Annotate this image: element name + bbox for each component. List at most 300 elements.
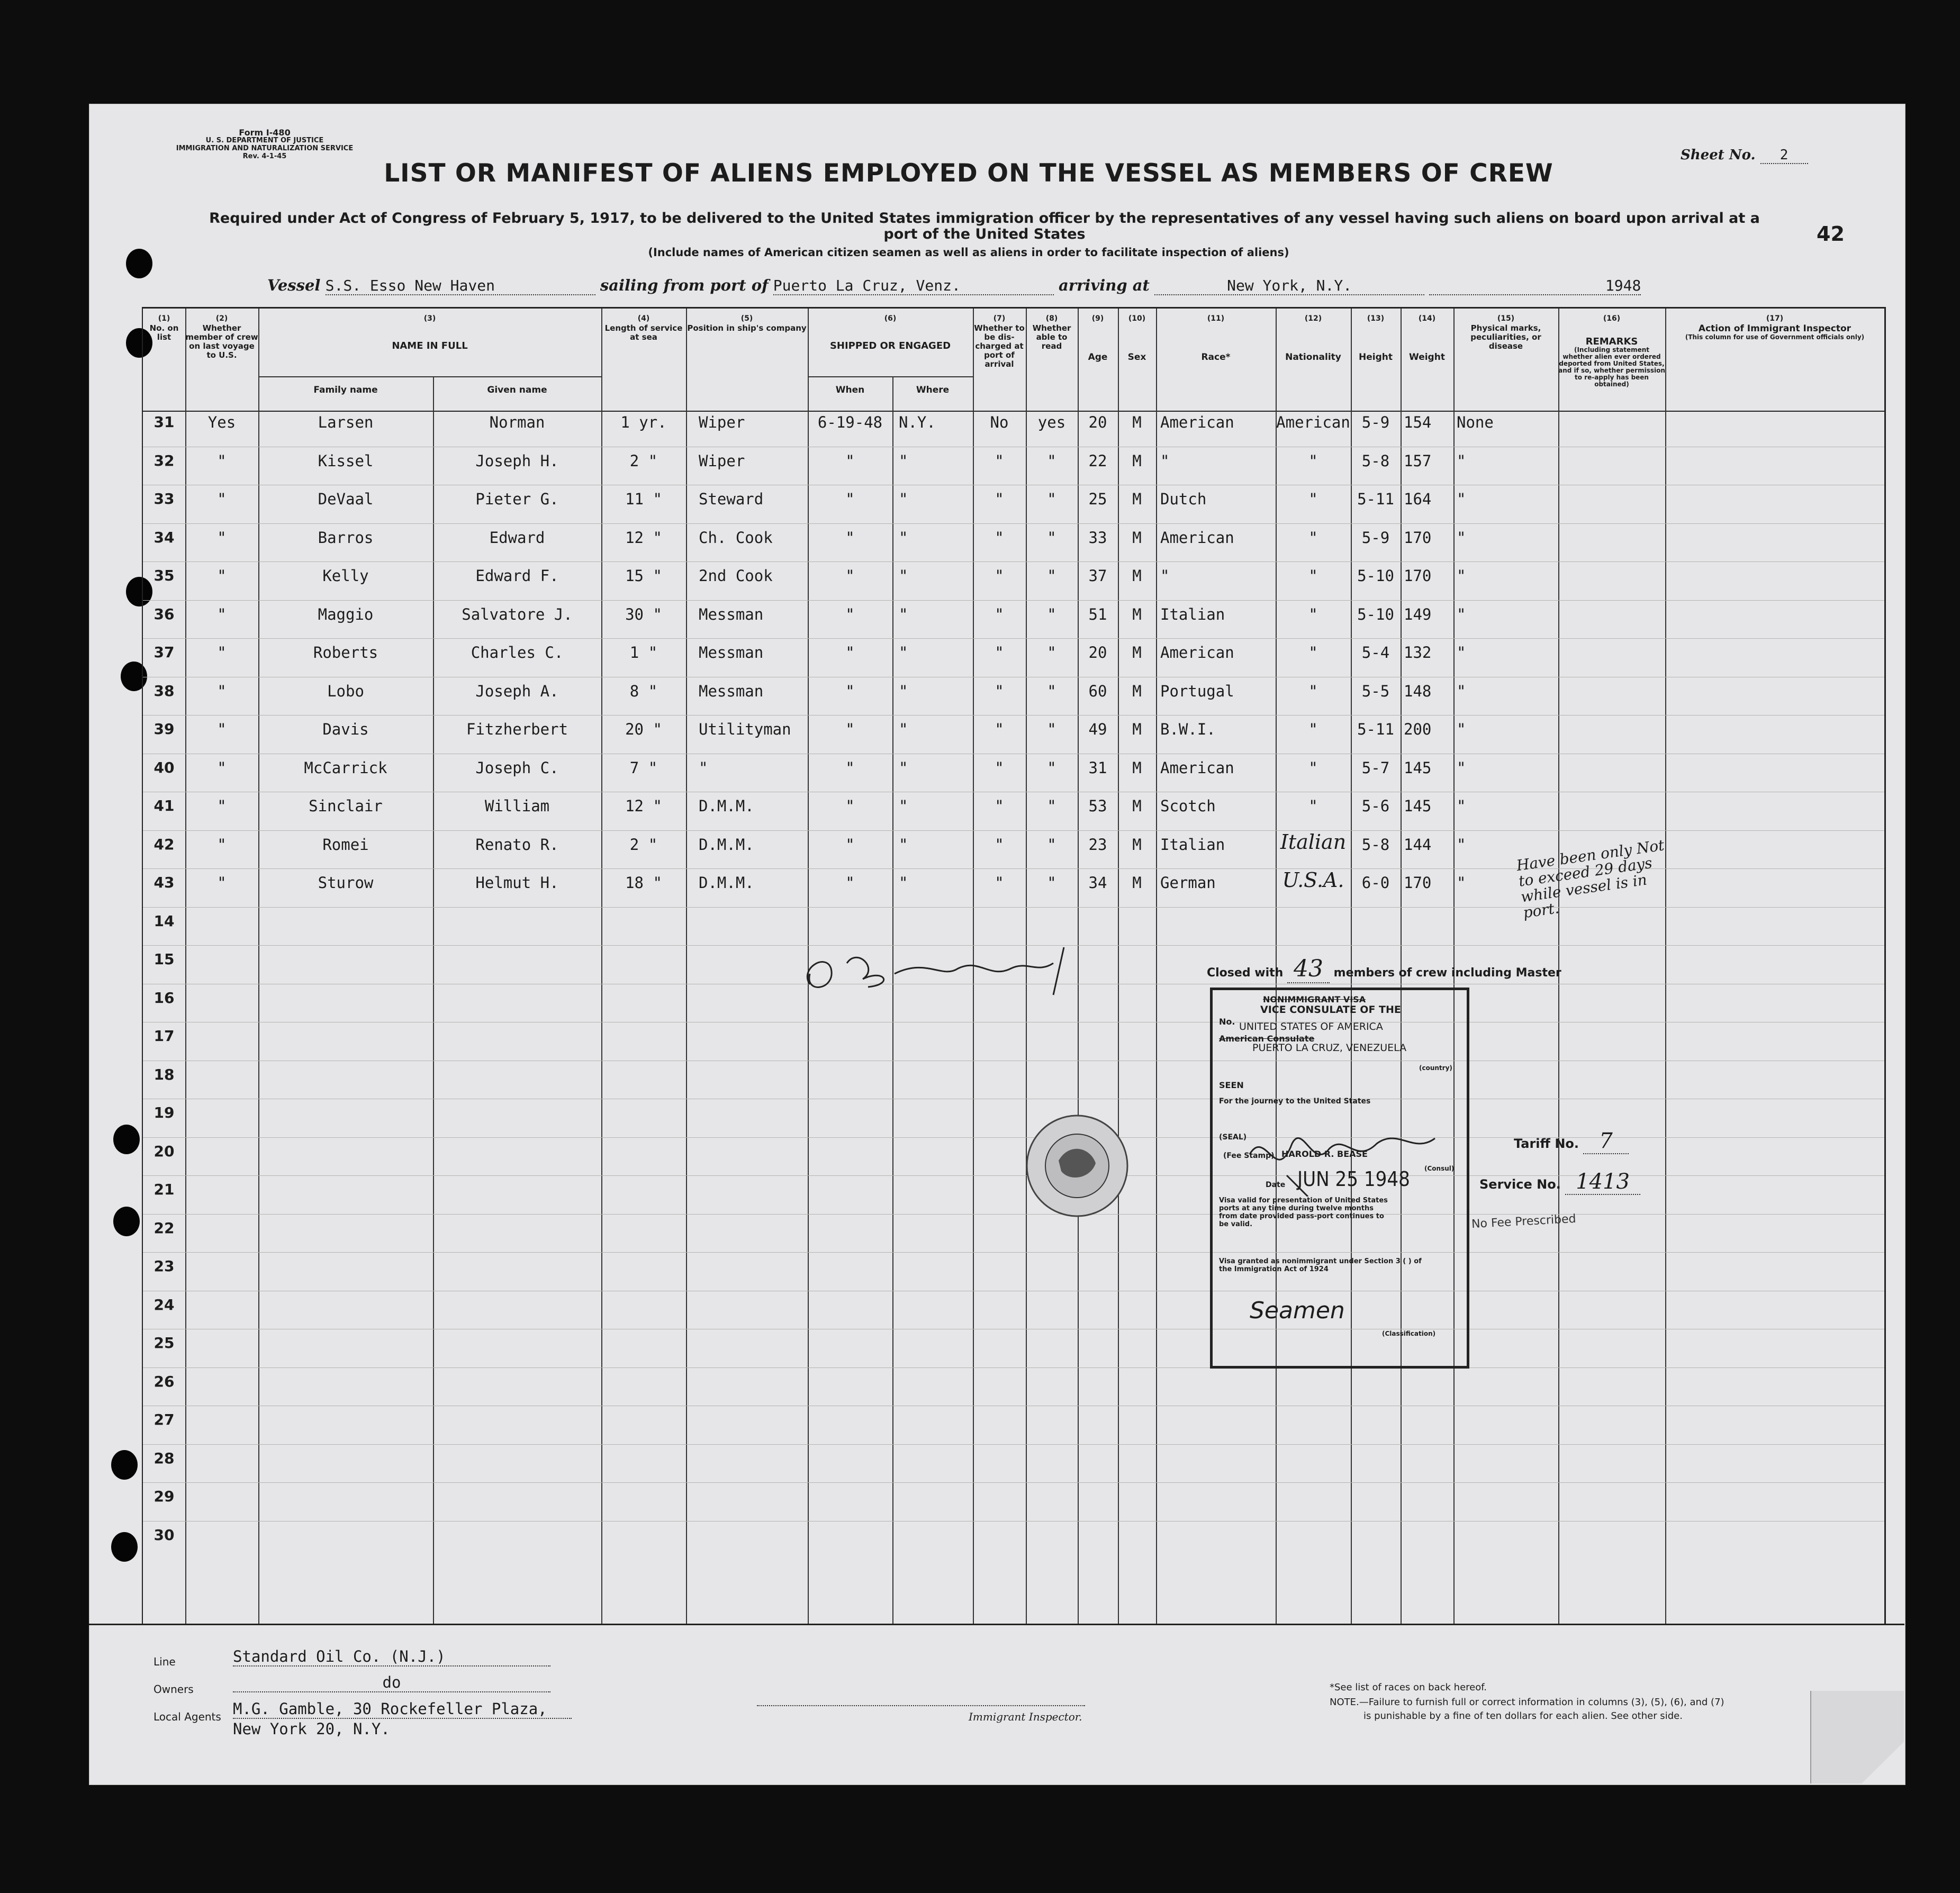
cell-nationality: " [1308, 528, 1318, 547]
row-number: 32 [153, 451, 175, 469]
row-rule [143, 638, 1884, 639]
closed-with-label: with [1254, 966, 1284, 980]
closed-label-post: members of crew including Master [1333, 966, 1561, 980]
header-label: Action of Immigrant Inspector [1698, 323, 1851, 334]
cell-discharged: " [995, 644, 1004, 662]
cell-race: German [1160, 874, 1216, 892]
cell-service: 12 " [625, 528, 662, 547]
cell-discharged: " [995, 797, 1004, 815]
cell-service: 18 " [625, 874, 662, 892]
cell-service: 1 " [629, 644, 658, 662]
american-consulate: American Consulate [1219, 1034, 1315, 1044]
subheader-where: Where [916, 385, 950, 395]
cell-marks: " [1457, 567, 1466, 585]
closed-label: Closed [1207, 966, 1251, 980]
cell-family: Roberts [313, 644, 378, 662]
cell-nationality: U.S.A. [1282, 868, 1344, 892]
cell-age: 22 [1088, 451, 1107, 470]
cell-sex: M [1132, 605, 1142, 623]
cell-race: American [1160, 644, 1234, 662]
header-label: Age [1088, 352, 1108, 363]
cell-prev: " [217, 490, 227, 508]
sheet-label: Sheet No. [1681, 147, 1756, 163]
header-number: (3) [423, 314, 436, 323]
cell-family: Barros [318, 528, 374, 547]
vessel-label: Vessel [267, 276, 321, 294]
cell-prev: " [217, 644, 227, 662]
fee-stamp: (Fee Stamp) [1223, 1152, 1275, 1160]
cell-discharged: " [995, 874, 1004, 892]
cell-where: N.Y. [899, 413, 936, 431]
cell-where: " [899, 528, 908, 547]
cell-read: " [1047, 567, 1056, 585]
cell-weight: 145 [1404, 797, 1432, 815]
subnote: (Include names of American citizen seamen as well as aliens in order to facilitate inspection of aliens) [648, 246, 1289, 259]
cell-given: Joseph H. [475, 451, 559, 470]
cell-given: Edward [489, 528, 545, 547]
line-label: Line [153, 1655, 176, 1668]
cell-read: " [1047, 758, 1056, 777]
cell-read: " [1047, 720, 1056, 738]
cell-sex: M [1132, 758, 1142, 777]
row-number: 41 [153, 797, 175, 814]
cell-when: " [845, 490, 855, 508]
row-number: 34 [153, 528, 175, 546]
header-c13 [1351, 314, 1401, 363]
cell-race: American [1160, 528, 1234, 547]
cell-race: Italian [1160, 835, 1225, 854]
row-number: 43 [153, 874, 175, 891]
header-rule [143, 411, 1884, 412]
cell-age: 37 [1088, 567, 1107, 585]
cell-given: Joseph A. [475, 682, 559, 700]
inspector-signature [789, 937, 1085, 1006]
cell-read: " [1047, 644, 1056, 662]
consulate-city: PUERTO LA CRUZ, VENEZUELA [1252, 1042, 1407, 1054]
header-c3 [258, 314, 601, 351]
header-label: SHIPPED OR ENGAGED [829, 340, 951, 351]
cell-read: yes [1037, 413, 1066, 431]
cell-family: Kissel [318, 451, 374, 470]
vessel-line [267, 276, 1641, 295]
cell-height: 5-8 [1361, 451, 1390, 470]
cell-age: 60 [1088, 682, 1107, 700]
cell-where: " [899, 490, 908, 508]
cell-position: Ch. Cook [699, 528, 773, 547]
cell-position: D.M.M. [699, 797, 754, 815]
header-number: (11) [1207, 314, 1225, 323]
header-c12 [1276, 314, 1351, 363]
cell-nationality: " [1308, 605, 1318, 623]
header-number: (7) [993, 314, 1006, 323]
row-rule [143, 1367, 1884, 1368]
cell-position: Steward [699, 490, 764, 508]
cell-service: 15 " [625, 567, 662, 585]
header-number: (4) [637, 314, 650, 323]
cell-marks: " [1457, 835, 1466, 854]
cell-weight: 144 [1404, 835, 1432, 854]
cell-family: McCarrick [304, 758, 387, 777]
cell-prev: " [217, 835, 227, 854]
cell-nationality: " [1308, 720, 1318, 738]
cell-when: " [845, 528, 855, 547]
cell-read: " [1047, 528, 1056, 547]
cell-marks: " [1457, 758, 1466, 777]
header-c7 [973, 314, 1026, 369]
header-label: Whether member of crew on last voyage to U.S. [185, 323, 258, 360]
year-suffix: 48 [1623, 277, 1641, 294]
cell-family: Sturow [318, 874, 374, 892]
cell-race: Dutch [1160, 490, 1207, 508]
cell-race: " [1160, 567, 1170, 585]
cell-height: 6-0 [1361, 874, 1390, 892]
row-number: 26 [153, 1372, 175, 1390]
cell-service: 20 " [625, 720, 662, 738]
cell-race: B.W.I. [1160, 720, 1216, 738]
sheet-value: 2 [1760, 147, 1808, 164]
cell-service: 7 " [629, 758, 658, 777]
cell-age: 33 [1088, 528, 1107, 547]
cell-prev: Yes [207, 413, 236, 431]
column-divider [433, 376, 434, 1624]
cell-when: " [845, 758, 855, 777]
sheet-number [1681, 147, 1808, 164]
row-rule [143, 830, 1884, 831]
cell-age: 20 [1088, 413, 1107, 431]
cell-height: 5-9 [1361, 528, 1390, 547]
inspector-rule [757, 1705, 1085, 1706]
consul-caption: (Consul) [1424, 1165, 1455, 1172]
cell-prev: " [217, 758, 227, 777]
cell-prev: " [217, 797, 227, 815]
visa-validity: Visa valid for presentation of United States ports at any time during twelve months from date provided pass-port continues to be valid. [1219, 1197, 1388, 1228]
cell-when: " [845, 835, 855, 854]
cell-race: " [1160, 451, 1170, 470]
cell-family: DeVaal [318, 490, 374, 508]
cell-age: 20 [1088, 644, 1107, 662]
cell-given: Pieter G. [475, 490, 559, 508]
header-number: (15) [1497, 314, 1515, 323]
header-number: (9) [1091, 314, 1104, 323]
visa-date: JUN 25 1948 [1297, 1167, 1410, 1191]
form-number: Form I-480 [239, 128, 291, 138]
cell-height: 5-5 [1361, 682, 1390, 700]
row-number: 24 [153, 1296, 175, 1314]
row-rule [143, 600, 1884, 601]
cell-where: " [899, 682, 908, 700]
cell-service: 30 " [625, 605, 662, 623]
closed-line [1207, 955, 1561, 982]
cell-sex: M [1132, 720, 1142, 738]
cell-nationality: " [1308, 567, 1318, 585]
consul-name: HAROLD R. BEASE [1281, 1149, 1368, 1159]
subheader-when: When [835, 385, 865, 395]
cell-marks: " [1457, 682, 1466, 700]
cell-discharged: " [995, 682, 1004, 700]
country-caption: (country) [1419, 1064, 1452, 1072]
punch-hole [111, 1532, 138, 1562]
cell-age: 49 [1088, 720, 1107, 738]
header-label: REMARKS [1585, 336, 1638, 347]
cell-race: Portugal [1160, 682, 1234, 700]
header-number: (16) [1603, 314, 1621, 323]
cell-when: " [845, 874, 855, 892]
cell-when: " [845, 451, 855, 470]
row-number: 29 [153, 1488, 175, 1505]
cell-read: " [1047, 451, 1056, 470]
cell-weight: 164 [1404, 490, 1432, 508]
cell-sex: M [1132, 413, 1142, 431]
cell-read: " [1047, 605, 1056, 623]
header-note: (This column for use of Government officials only) [1685, 333, 1865, 341]
cell-age: 34 [1088, 874, 1107, 892]
cell-sex: M [1132, 528, 1142, 547]
cell-read: " [1047, 835, 1056, 854]
row-number: 14 [153, 912, 175, 930]
header-label: Length of service at sea [604, 323, 683, 342]
cell-position: D.M.M. [699, 835, 754, 854]
cell-where: " [899, 720, 908, 738]
header-sub-rule [808, 376, 973, 377]
visa-seen: SEEN [1219, 1080, 1244, 1090]
header-number: (8) [1045, 314, 1058, 323]
cell-height: 5-8 [1361, 835, 1390, 854]
row-rule [143, 1252, 1884, 1253]
header-c16 [1558, 314, 1665, 388]
cell-where: " [899, 644, 908, 662]
cell-age: 51 [1088, 605, 1107, 623]
header-number: (6) [884, 314, 897, 323]
row-number: 19 [153, 1104, 175, 1121]
punch-hole [111, 1450, 138, 1480]
cell-nationality: " [1308, 490, 1318, 508]
note-line-2: is punishable by a fine of ten dollars for each alien. See other side. [1363, 1710, 1683, 1722]
header-c8 [1026, 314, 1078, 351]
header-c14 [1401, 314, 1453, 363]
cell-discharged: " [995, 490, 1004, 508]
cell-weight: 157 [1404, 451, 1432, 470]
header-number: (14) [1418, 314, 1436, 323]
row-number: 17 [153, 1027, 175, 1045]
row-number: 22 [153, 1219, 175, 1237]
note-line-1: NOTE.—Failure to furnish full or correct information in columns (3), (5), (6), and (7) [1330, 1697, 1724, 1708]
consular-seal [1022, 1110, 1133, 1221]
cell-marks: " [1457, 490, 1466, 508]
row-number: 28 [153, 1449, 175, 1467]
cell-where: " [899, 835, 908, 854]
cell-discharged: " [995, 758, 1004, 777]
cell-position: D.M.M. [699, 874, 754, 892]
cell-discharged: " [995, 528, 1004, 547]
form-identifier [159, 129, 371, 160]
remarks-handwritten: Have been only Not to exceed 29 days while vessel is in port. [1515, 836, 1666, 922]
vice-consulate: VICE CONSULATE OF THE [1260, 1004, 1401, 1016]
cell-marks: " [1457, 451, 1466, 470]
cell-age: 31 [1088, 758, 1107, 777]
cell-race: American [1160, 413, 1234, 431]
cell-position: Messman [699, 682, 764, 700]
cell-height: 5-4 [1361, 644, 1390, 662]
agents-value-1: M.G. Gamble, 30 Rockefeller Plaza, [233, 1700, 572, 1719]
header-number: (12) [1304, 314, 1322, 323]
header-number: (17) [1766, 314, 1784, 323]
row-number: 39 [153, 720, 175, 738]
row-number: 25 [153, 1334, 175, 1352]
column-divider [1156, 309, 1157, 1624]
header-label: Sex [1127, 352, 1146, 363]
cell-weight: 149 [1404, 605, 1432, 623]
cell-height: 5-10 [1357, 605, 1394, 623]
cell-height: 5-6 [1361, 797, 1390, 815]
row-rule [143, 561, 1884, 562]
cell-where: " [899, 874, 908, 892]
cell-family: Maggio [318, 605, 374, 623]
cell-family: Romei [322, 835, 369, 854]
cell-marks: " [1457, 720, 1466, 738]
form-service: IMMIGRATION AND NATURALIZATION SERVICE [176, 144, 354, 152]
cell-sex: M [1132, 874, 1142, 892]
cell-given: Helmut H. [475, 874, 559, 892]
cell-position: Messman [699, 644, 764, 662]
agents-label: Local Agents [153, 1710, 221, 1723]
cell-when: " [845, 797, 855, 815]
punch-hole [113, 1207, 140, 1236]
cell-nationality: " [1308, 644, 1318, 662]
footer-rule [89, 1624, 1904, 1625]
cell-service: 11 " [625, 490, 662, 508]
form-revision: Rev. 4-1-45 [242, 152, 287, 160]
cell-age: 53 [1088, 797, 1107, 815]
cell-nationality: " [1308, 758, 1318, 777]
cell-marks: " [1457, 644, 1466, 662]
cell-height: 5-9 [1361, 413, 1390, 431]
cell-weight: 148 [1404, 682, 1432, 700]
cell-height: 5-10 [1357, 567, 1394, 585]
cell-service: 2 " [629, 451, 658, 470]
header-sub-rule [258, 376, 601, 377]
cell-nationality: " [1308, 797, 1318, 815]
header-note: (Including statement whether alien ever ordered deported from United States, and if so, whether permission to re-apply has been obtained) [1558, 346, 1665, 388]
cell-sex: M [1132, 644, 1142, 662]
year-prefix: 19 [1605, 277, 1623, 294]
row-number: 21 [153, 1181, 175, 1198]
header-c10 [1118, 314, 1156, 363]
header-label: Height [1359, 352, 1393, 363]
cell-race: American [1160, 758, 1234, 777]
cell-weight: 154 [1404, 413, 1432, 431]
row-rule [143, 523, 1884, 524]
visa-journey: For the journey to the United States [1219, 1097, 1371, 1106]
header-c11 [1156, 314, 1276, 363]
header-label: Race* [1201, 352, 1231, 363]
arriving-label: arriving at [1059, 276, 1150, 294]
row-rule [143, 1214, 1884, 1215]
cell-service: 1 yr. [620, 413, 667, 431]
row-number: 40 [153, 758, 175, 776]
subheader-given: Given name [487, 385, 547, 395]
cell-nationality: " [1308, 682, 1318, 700]
cell-weight: 200 [1404, 720, 1432, 738]
cell-position: Wiper [699, 413, 745, 431]
header-label: Nationality [1285, 352, 1341, 363]
row-number: 23 [153, 1257, 175, 1275]
cell-sex: M [1132, 451, 1142, 470]
cell-given: Renato R. [475, 835, 559, 854]
cell-where: " [899, 797, 908, 815]
punch-hole [113, 1125, 140, 1154]
cell-when: " [845, 644, 855, 662]
cell-service: 12 " [625, 797, 662, 815]
row-number: 15 [153, 950, 175, 968]
row-number: 38 [153, 682, 175, 700]
cell-discharged: " [995, 451, 1004, 470]
cell-age: 25 [1088, 490, 1107, 508]
header-number: (10) [1128, 314, 1146, 323]
cell-prev: " [217, 720, 227, 738]
cell-weight: 132 [1404, 644, 1432, 662]
departure-port: Puerto La Cruz, Venz. [773, 277, 1054, 295]
page-title: LIST OR MANIFEST OF ALIENS EMPLOYED ON THE VESSEL AS MEMBERS OF CREW [384, 159, 1553, 188]
cell-height: 5-7 [1361, 758, 1390, 777]
cell-prev: " [217, 874, 227, 892]
cell-sex: M [1132, 567, 1142, 585]
cell-family: Lobo [327, 682, 364, 700]
cell-read: " [1047, 490, 1056, 508]
cell-race: Scotch [1160, 797, 1216, 815]
cell-sex: M [1132, 835, 1142, 854]
cell-when: 6-19-48 [817, 413, 883, 431]
page-number: 42 [1817, 222, 1845, 246]
header-label: Whether to be dis-charged at port of arrival [974, 323, 1025, 369]
cell-where: " [899, 567, 908, 585]
cell-prev: " [217, 605, 227, 623]
cell-marks: " [1457, 797, 1466, 815]
cell-family: Sinclair [309, 797, 383, 815]
line-value: Standard Oil Co. (N.J.) [233, 1647, 550, 1666]
cell-nationality: Italian [1280, 830, 1347, 854]
row-number: 18 [153, 1065, 175, 1083]
cell-marks: None [1457, 413, 1494, 431]
header-c5 [686, 314, 808, 333]
cell-prev: " [217, 528, 227, 547]
cell-read: " [1047, 874, 1056, 892]
header-number: (5) [740, 314, 753, 323]
agents-value-2: New York 20, N.Y. [233, 1720, 390, 1738]
no-fee-stamp: No Fee Prescribed [1471, 1212, 1577, 1231]
cell-weight: 170 [1404, 567, 1432, 585]
cell-discharged: No [990, 413, 1009, 431]
cell-weight: 170 [1404, 874, 1432, 892]
tariff-value: 7 [1583, 1129, 1628, 1154]
cell-when: " [845, 682, 855, 700]
cell-given: Edward F. [475, 567, 559, 585]
arrival-port: New York, N.Y. [1154, 277, 1424, 295]
header-c6 [808, 314, 973, 351]
note-races: *See list of races on back hereof. [1330, 1682, 1487, 1693]
cell-prev: " [217, 682, 227, 700]
row-number: 36 [153, 605, 175, 623]
cell-given: Salvatore J. [462, 605, 573, 623]
cell-marks: " [1457, 605, 1466, 623]
cell-family: Larsen [318, 413, 374, 431]
header-label: No. on list [149, 323, 179, 342]
cell-race: Italian [1160, 605, 1225, 623]
cell-weight: 145 [1404, 758, 1432, 777]
cell-nationality: American [1276, 413, 1350, 431]
cell-service: 2 " [629, 835, 658, 854]
row-rule [143, 1444, 1884, 1445]
cell-prev: " [217, 451, 227, 470]
